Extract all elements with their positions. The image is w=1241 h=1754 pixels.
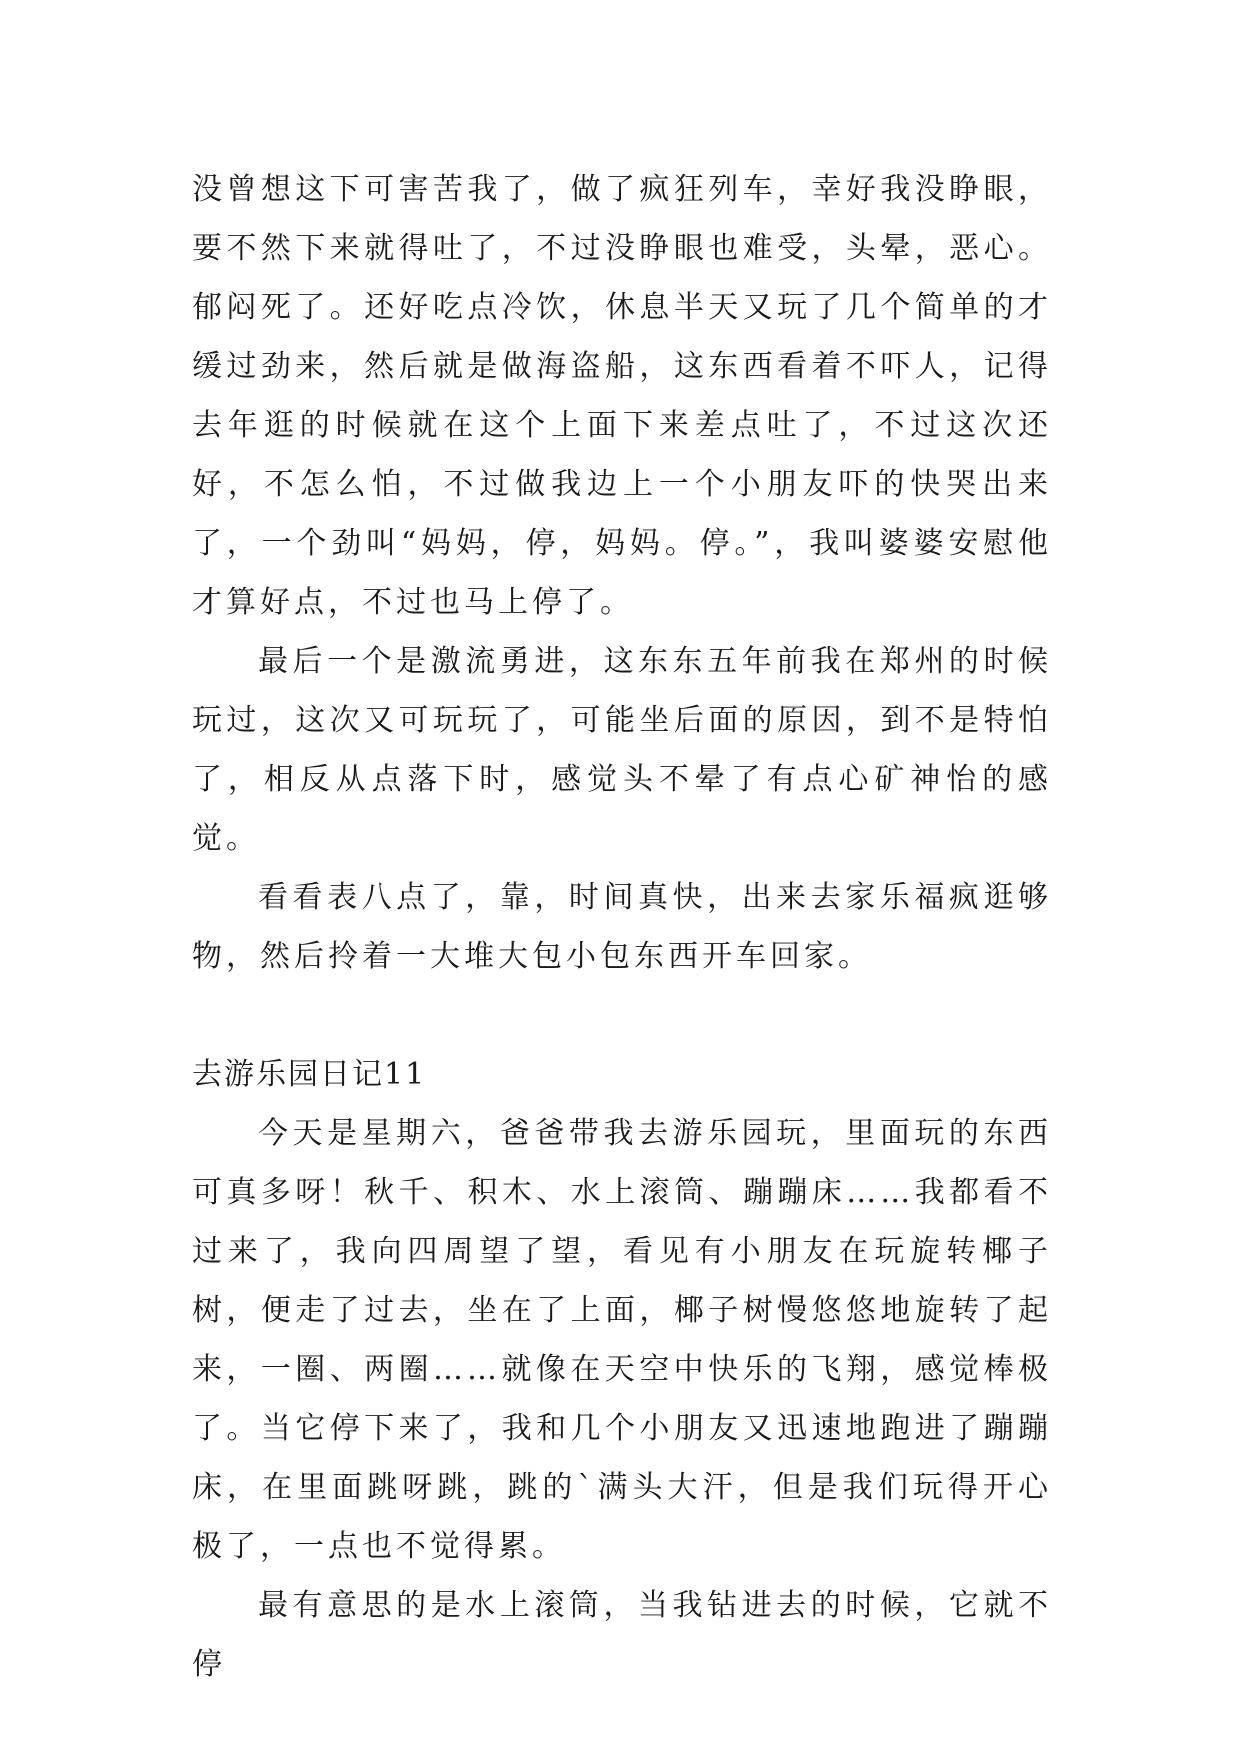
section-paragraph-1: 今天是星期六，爸爸带我去游乐园玩，里面玩的东西可真多呀！秋千、积木、水上滚筒、蹦蹦床……我都看不过来了，我向四周望了望，看见有小朋友在玩旋转椰子树，便走了过去，坐在了上面，椰子树慢悠悠地旋转了起来，一圈、两圈……就像在天空中快乐的飞翔，感觉棒极了。当它停下来了，我和几个小朋友又迅速地跑进了蹦蹦床，在里面跳呀跳，跳的`满头大汗，但是我们玩得开心极了，一点也不觉得累。 — [192, 1116, 1052, 1564]
paragraph-3: 看看表八点了，靠，时间真快，出来去家乐福疯逛够物，然后拎着一大堆大包小包东西开车回家。 — [192, 880, 1052, 974]
document-body — [192, 160, 1052, 1694]
paragraph-1: 没曾想这下可害苦我了，做了疯狂列车，幸好我没睁眼，要不然下来就得吐了，不过没睁眼也难受，头晕，恶心。郁闷死了。还好吃点冷饮，休息半天又玩了几个简单的才缓过劲来，然后就是做海盗船，这东西看着不吓人，记得去年逛的时候就在这个上面下来差点吐了，不过这次还好，不怎么怕，不过做我边上一个小朋友吓的快哭出来了，一个劲叫“妈妈，停，妈妈。停。”，我叫婆婆安慰他才算好点，不过也马上停了。 — [192, 172, 1052, 620]
section-paragraph-2: 最有意思的是水上滚筒，当我钻进去的时候，它就不停 — [192, 1588, 1052, 1682]
section-title: 去游乐园日记11 — [192, 1057, 427, 1092]
paragraph-2: 最后一个是激流勇进，这东东五年前我在郑州的时候玩过，这次又可玩玩了，可能坐后面的原因，到不是特怕了，相反从点落下时，感觉头不晕了有点心矿神怡的感觉。 — [192, 644, 1052, 856]
section-spacer — [192, 986, 1052, 1045]
